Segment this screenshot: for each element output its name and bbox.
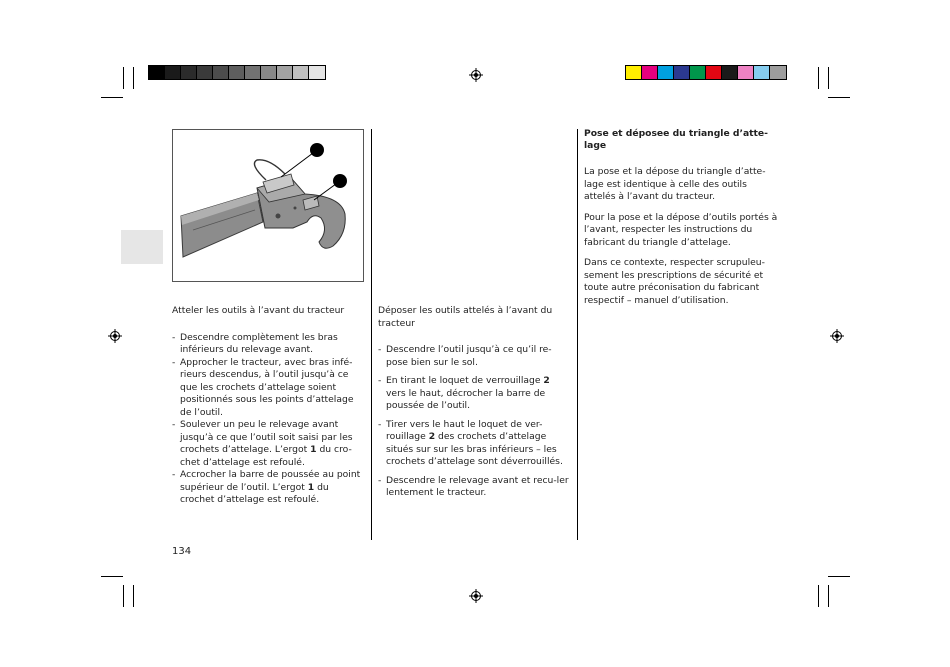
step-dash: -: [172, 331, 176, 343]
step-item: [172, 419, 366, 469]
color-swatch: [770, 66, 786, 79]
step-text: Tirer vers le haut le loquet de ver-rouillage: [386, 418, 543, 442]
left-steps-list: [172, 332, 366, 507]
step-text: Approcher le tracteur, avec bras infé-rieurs descendus, à l’outil jusqu’à ce que les crochets d’attelage soient positionnés sous les points d’attelage de l’outil.: [180, 356, 354, 418]
step-text: Accrocher la barre de poussée au point supérieur de l’outil. L’ergot: [180, 469, 361, 493]
registration-mark-left-icon: [108, 329, 122, 343]
color-swatch: [245, 66, 261, 79]
registration-mark-bottom-icon: [469, 589, 483, 603]
step-dash: -: [172, 469, 176, 480]
step-callout-ref: 2: [428, 431, 436, 442]
middle-column: [378, 305, 572, 506]
registration-mark-top-icon: [469, 68, 483, 82]
step-text: des crochets d’attelage situés sur sur les bras inférieurs – les crochets d’attelage sont déverrouillés.: [386, 431, 563, 467]
column-divider: [371, 129, 372, 540]
color-swatch: [706, 66, 722, 79]
paragraph: La pose et la dépose du triangle d’atte-lage est identique à celle des outils attelés à l’avant du tracteur.: [584, 166, 766, 202]
step-dash: -: [172, 419, 176, 430]
left-intro: Atteler les outils à l’avant du tracteur: [172, 305, 345, 316]
step-text: Soulever un peu le relevage avant jusqu’à ce que l’outil soit saisi par les crochets d’attelage. L’ergot: [180, 419, 353, 455]
color-swatch: [181, 66, 197, 79]
color-swatch: [690, 66, 706, 79]
callout-2-marker: [333, 174, 347, 188]
step-callout-ref: 1: [310, 444, 317, 455]
color-swatch: [626, 66, 642, 79]
hitch-hook-drawing: [173, 130, 363, 281]
right-column: [584, 128, 778, 315]
step-dash: -: [378, 474, 382, 486]
step-item: [378, 344, 572, 369]
step-text: du crochet d’attelage est refoulé.: [180, 481, 329, 505]
color-swatch: [722, 66, 738, 79]
step-item: [172, 357, 366, 420]
step-text: Descendre l’outil jusqu’à ce qu’il re-pose bien sur le sol.: [386, 344, 552, 368]
color-swatch: [165, 66, 181, 79]
color-swatch: [674, 66, 690, 79]
step-dash: -: [378, 344, 382, 355]
middle-steps-list: [378, 344, 572, 500]
step-text: Descendre complètement les bras inférieurs du relevage avant.: [180, 331, 338, 355]
step-item: [172, 332, 366, 357]
column-divider: [577, 129, 578, 540]
step-callout-ref: 2: [543, 375, 550, 386]
left-column: [172, 305, 366, 507]
color-swatch: [213, 66, 229, 79]
step-text: vers le haut, décrocher la barre de poussée de l’outil.: [386, 387, 546, 411]
step-callout-ref: 1: [307, 481, 315, 493]
color-swatch: [197, 66, 213, 79]
paragraph: Dans ce contexte, respecter scrupuleu-sement les prescriptions de sécurité et toute autre préconisation du fabricant respectif – manuel d’utilisation.: [584, 257, 765, 306]
color-swatch: [738, 66, 754, 79]
step-text: En tirant le loquet de verrouillage: [386, 375, 544, 386]
process-color-bar: [625, 65, 787, 80]
paragraph: Pour la pose et la dépose d’outils portés à l’avant, respecter les instructions du fabricant du triangle d’attelage.: [584, 211, 778, 248]
color-swatch: [261, 66, 277, 79]
grayscale-color-bar: [148, 65, 326, 80]
color-swatch: [277, 66, 293, 79]
hitch-hook-illustration: [172, 129, 364, 282]
color-swatch: [149, 66, 165, 79]
color-swatch: [642, 66, 658, 79]
color-swatch: [229, 66, 245, 79]
middle-intro: Déposer les outils attelés à l’avant du tracteur: [378, 305, 553, 329]
step-text: Descendre le relevage avant et recu-ler lentement le tracteur.: [386, 474, 569, 498]
color-swatch: [754, 66, 770, 79]
step-item: [378, 375, 572, 413]
step-dash: -: [172, 356, 176, 368]
step-dash: -: [378, 375, 382, 386]
step-item: [172, 469, 366, 507]
chapter-thumb-tab: [121, 230, 163, 264]
color-swatch: [309, 66, 325, 79]
step-item: [378, 475, 572, 500]
color-swatch: [658, 66, 674, 79]
section-title: Pose et déposee du triangle d’atte-lage: [584, 128, 768, 151]
step-text: du cro-chet d’attelage est refoulé.: [180, 444, 352, 468]
registration-mark-right-icon: [830, 329, 844, 343]
color-swatch: [293, 66, 309, 79]
step-item: [378, 419, 572, 469]
callout-1-marker: [310, 143, 324, 157]
step-dash: -: [378, 418, 382, 430]
page-number: 134: [172, 546, 192, 557]
